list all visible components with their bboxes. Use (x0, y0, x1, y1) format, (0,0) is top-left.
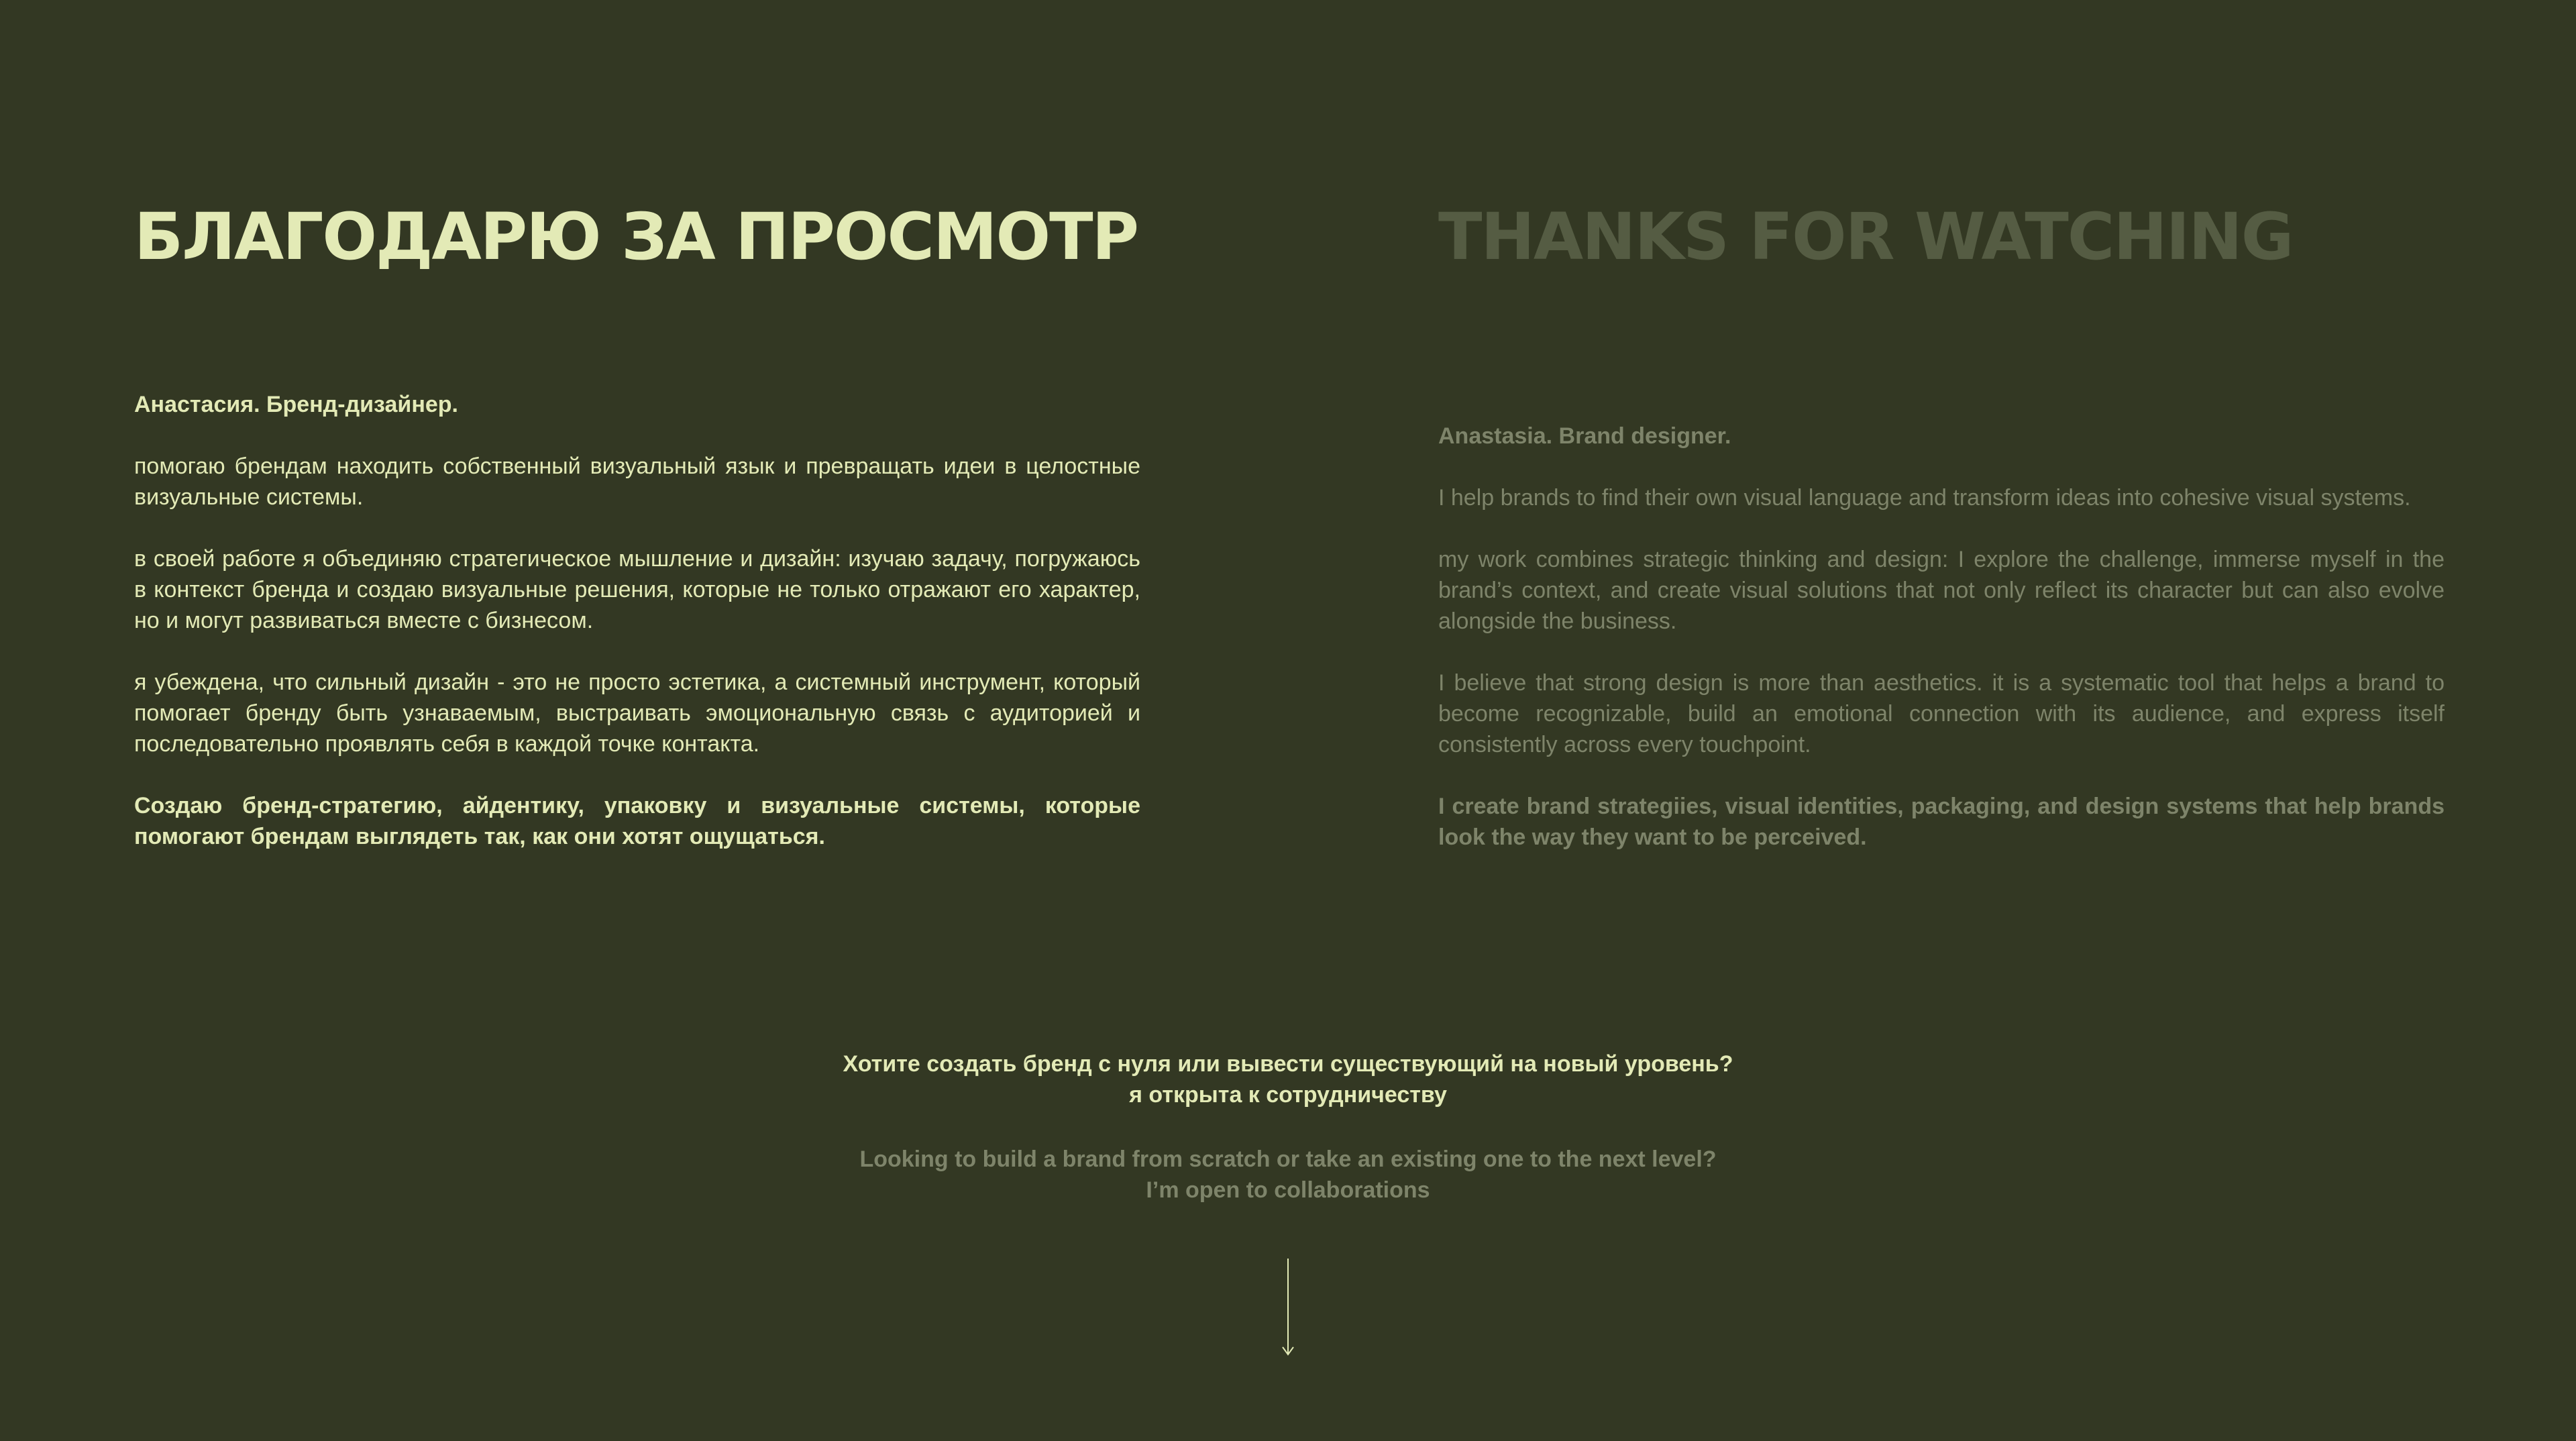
designer-name-en: Anastasia. Brand designer. (1438, 423, 1731, 449)
cta-question-en: Looking to build a brand from scratch or take an existing one to the next level? (859, 1146, 1717, 1172)
call-to-action-en (0, 1144, 2576, 1206)
bio-paragraph-ru-3: я убеждена, что сильный дизайн - это не просто эстетика, а системный инструмент, который помогает бренду быть узнаваемым, выстраивать эмоциональную связь с аудиторией и последовательно проявлять себя в каждой точке контакта. (134, 670, 1140, 757)
bio-paragraph-en-2: my work combines strategic thinking and design: I explore the challenge, immerse myself in the brand’s context, and create visual solutions that not only reflect its character but can also evolve alongside the business. (1438, 547, 2445, 634)
call-to-action-ru (0, 1049, 2576, 1110)
page-title-en: THANKS FOR WATCHING (1438, 199, 2293, 274)
cta-offer-en: I’m open to collaborations (1146, 1177, 1430, 1203)
services-statement-en: I create brand strategiies, visual identities, packaging, and design systems that help brands look the way they want to be perceived. (1438, 794, 2445, 850)
bio-paragraph-ru-1: помогаю брендам находить собственный визуальный язык и превращать идеи в целостные визуальные системы. (134, 453, 1140, 510)
bio-en (1438, 421, 2445, 884)
designer-name-ru: Анастасия. Бренд-дизайнер. (134, 392, 458, 417)
bio-ru (134, 389, 1140, 883)
bio-paragraph-ru-2: в своей работе я объединяю стратегическое мышление и дизайн: изучаю задачу, погружаюсь в контекст бренда и создаю визуальные решения, которые не только отражают его характер, но и могут развиваться вместе с бизнесом. (134, 546, 1140, 633)
page-title-ru: БЛАГОДАРЮ ЗА ПРОСМОТР (134, 199, 1138, 274)
cta-offer-ru: я открыта к сотрудничеству (1129, 1082, 1447, 1108)
arrow-down-icon[interactable] (1276, 1259, 1300, 1356)
services-statement-ru: Создаю бренд-стратегию, айдентику, упаковку и визуальные системы, которые помогают брендам выглядеть так, как они хотят ощущаться. (134, 793, 1140, 849)
cta-question-ru: Хотите создать бренд с нуля или вывести существующий на новый уровень? (843, 1051, 1733, 1077)
bio-paragraph-en-3: I believe that strong design is more than aesthetics. it is a systematic tool that helps a brand to become recognizable, build an emotional connection with its audience, and express itself consistently across every touchpoint. (1438, 670, 2445, 757)
bio-paragraph-en-1: I help brands to find their own visual language and transform ideas into cohesive visual systems. (1438, 485, 2411, 511)
